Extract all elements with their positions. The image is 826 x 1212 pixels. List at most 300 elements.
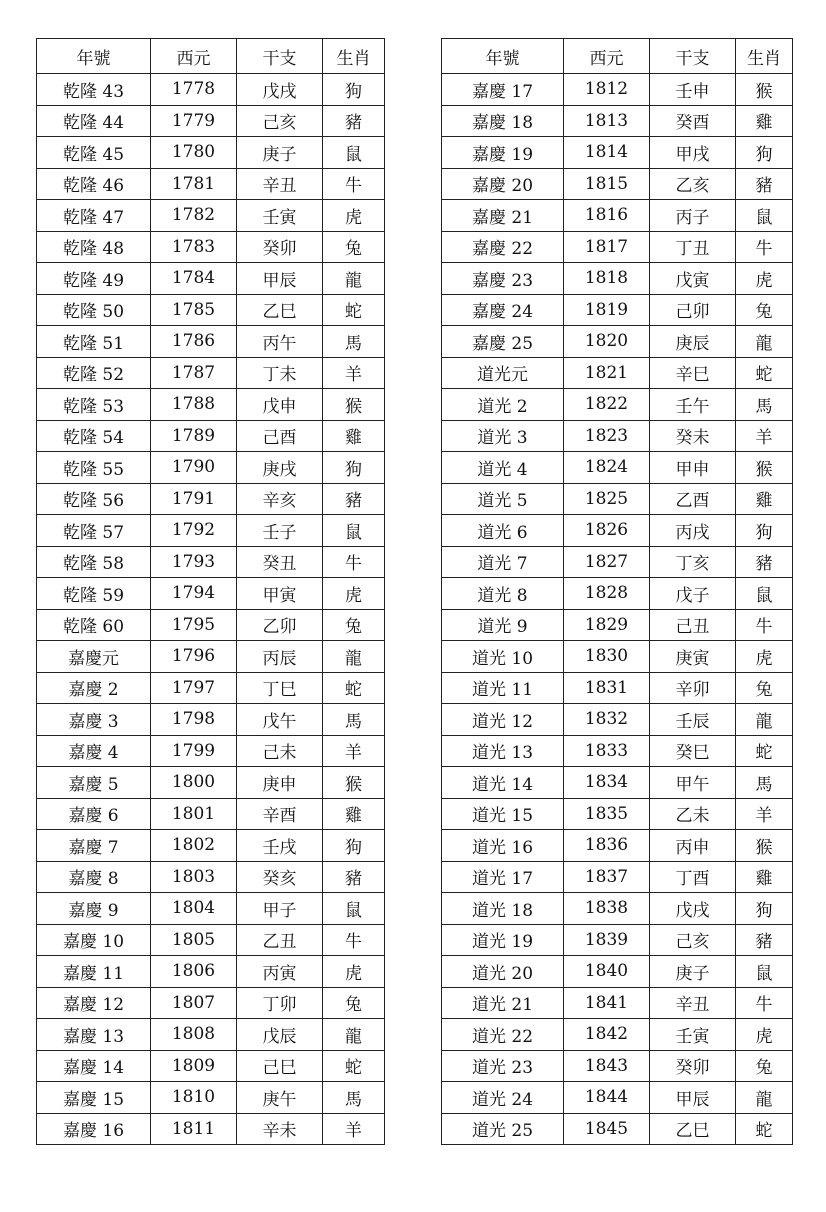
cell-ganzhi: 丙子	[650, 200, 736, 232]
cell-zodiac: 豬	[736, 924, 793, 956]
cell-era: 道光 14	[442, 767, 564, 799]
table-row	[442, 987, 793, 1019]
cell-year: 1802	[151, 830, 237, 862]
cell-ganzhi: 辛酉	[237, 798, 323, 830]
cell-zodiac: 羊	[323, 1113, 385, 1145]
cell-zodiac: 牛	[736, 231, 793, 263]
table-row	[37, 578, 385, 610]
table-row	[442, 294, 793, 326]
table-row	[442, 861, 793, 893]
cell-year: 1830	[564, 641, 650, 673]
cell-ganzhi: 乙酉	[650, 483, 736, 515]
table-row	[442, 420, 793, 452]
cell-ganzhi: 甲辰	[237, 263, 323, 295]
cell-year: 1807	[151, 987, 237, 1019]
cell-year: 1812	[564, 74, 650, 106]
table-row	[442, 74, 793, 106]
table-row	[442, 546, 793, 578]
cell-year: 1781	[151, 168, 237, 200]
cell-era: 道光 9	[442, 609, 564, 641]
table-row	[37, 1082, 385, 1114]
cell-zodiac: 龍	[323, 263, 385, 295]
table-row	[37, 767, 385, 799]
cell-ganzhi: 丙辰	[237, 641, 323, 673]
cell-era: 嘉慶 10	[37, 924, 151, 956]
cell-zodiac: 雞	[323, 798, 385, 830]
table-row	[442, 641, 793, 673]
cell-era: 乾隆 51	[37, 326, 151, 358]
cell-ganzhi: 壬戌	[237, 830, 323, 862]
cell-zodiac: 牛	[323, 924, 385, 956]
table-row	[37, 231, 385, 263]
table-row	[442, 200, 793, 232]
cell-year: 1783	[151, 231, 237, 263]
cell-era: 嘉慶 19	[442, 137, 564, 169]
table-row	[442, 735, 793, 767]
table-row	[442, 515, 793, 547]
cell-year: 1822	[564, 389, 650, 421]
cell-year: 1845	[564, 1113, 650, 1145]
cell-zodiac: 鼠	[323, 137, 385, 169]
table-row	[37, 735, 385, 767]
cell-year: 1816	[564, 200, 650, 232]
cell-era: 嘉慶 16	[37, 1113, 151, 1145]
cell-era: 乾隆 60	[37, 609, 151, 641]
table-row	[37, 641, 385, 673]
table-row	[37, 357, 385, 389]
cell-era: 乾隆 49	[37, 263, 151, 295]
cell-ganzhi: 庚寅	[650, 641, 736, 673]
cell-era: 嘉慶元	[37, 641, 151, 673]
cell-era: 道光 3	[442, 420, 564, 452]
cell-ganzhi: 甲申	[650, 452, 736, 484]
cell-year: 1788	[151, 389, 237, 421]
table-row	[37, 515, 385, 547]
cell-year: 1820	[564, 326, 650, 358]
cell-zodiac: 豬	[736, 168, 793, 200]
cell-ganzhi: 癸巳	[650, 735, 736, 767]
cell-zodiac: 猴	[736, 830, 793, 862]
cell-year: 1809	[151, 1050, 237, 1082]
table-row	[37, 956, 385, 988]
cell-zodiac: 狗	[736, 893, 793, 925]
cell-year: 1801	[151, 798, 237, 830]
cell-era: 嘉慶 15	[37, 1082, 151, 1114]
table-row	[37, 452, 385, 484]
cell-era: 乾隆 58	[37, 546, 151, 578]
header-year: 西元	[151, 39, 237, 74]
cell-zodiac: 狗	[736, 515, 793, 547]
cell-era: 嘉慶 25	[442, 326, 564, 358]
cell-ganzhi: 戊寅	[650, 263, 736, 295]
cell-era: 道光 22	[442, 1019, 564, 1051]
table-row	[442, 704, 793, 736]
cell-ganzhi: 己巳	[237, 1050, 323, 1082]
cell-era: 道光 8	[442, 578, 564, 610]
table-row	[37, 798, 385, 830]
cell-year: 1806	[151, 956, 237, 988]
cell-ganzhi: 庚子	[237, 137, 323, 169]
cell-era: 道光 5	[442, 483, 564, 515]
cell-year: 1785	[151, 294, 237, 326]
cell-year: 1791	[151, 483, 237, 515]
cell-ganzhi: 戊午	[237, 704, 323, 736]
cell-ganzhi: 壬寅	[237, 200, 323, 232]
cell-era: 乾隆 55	[37, 452, 151, 484]
cell-era: 道光 2	[442, 389, 564, 421]
cell-era: 嘉慶 17	[442, 74, 564, 106]
cell-year: 1831	[564, 672, 650, 704]
table-row	[37, 893, 385, 925]
cell-zodiac: 猴	[323, 389, 385, 421]
cell-year: 1844	[564, 1082, 650, 1114]
cell-ganzhi: 庚午	[237, 1082, 323, 1114]
cell-zodiac: 馬	[736, 767, 793, 799]
cell-ganzhi: 乙巳	[237, 294, 323, 326]
cell-year: 1817	[564, 231, 650, 263]
cell-era: 乾隆 46	[37, 168, 151, 200]
table-row	[442, 389, 793, 421]
table-row	[37, 830, 385, 862]
cell-zodiac: 豬	[323, 105, 385, 137]
cell-year: 1842	[564, 1019, 650, 1051]
cell-zodiac: 龍	[323, 1019, 385, 1051]
cell-zodiac: 虎	[736, 641, 793, 673]
cell-ganzhi: 庚申	[237, 767, 323, 799]
era-table-right	[441, 38, 793, 1145]
cell-ganzhi: 甲子	[237, 893, 323, 925]
cell-zodiac: 蛇	[736, 357, 793, 389]
cell-year: 1819	[564, 294, 650, 326]
table-row	[442, 168, 793, 200]
cell-era: 道光 20	[442, 956, 564, 988]
cell-zodiac: 牛	[323, 168, 385, 200]
cell-ganzhi: 甲午	[650, 767, 736, 799]
cell-era: 道光 7	[442, 546, 564, 578]
cell-year: 1793	[151, 546, 237, 578]
cell-ganzhi: 癸丑	[237, 546, 323, 578]
cell-zodiac: 羊	[736, 420, 793, 452]
table-row	[37, 1050, 385, 1082]
cell-zodiac: 龍	[736, 704, 793, 736]
table-body-right	[442, 74, 793, 1145]
cell-year: 1813	[564, 105, 650, 137]
cell-ganzhi: 辛亥	[237, 483, 323, 515]
cell-ganzhi: 己未	[237, 735, 323, 767]
cell-ganzhi: 丙午	[237, 326, 323, 358]
cell-zodiac: 蛇	[323, 1050, 385, 1082]
cell-era: 嘉慶 21	[442, 200, 564, 232]
cell-ganzhi: 癸卯	[237, 231, 323, 263]
table-row	[442, 326, 793, 358]
cell-era: 乾隆 47	[37, 200, 151, 232]
cell-era: 嘉慶 23	[442, 263, 564, 295]
cell-ganzhi: 癸亥	[237, 861, 323, 893]
cell-era: 乾隆 59	[37, 578, 151, 610]
table-row	[442, 231, 793, 263]
cell-zodiac: 兔	[736, 294, 793, 326]
cell-ganzhi: 丙戌	[650, 515, 736, 547]
cell-era: 道光 4	[442, 452, 564, 484]
cell-year: 1784	[151, 263, 237, 295]
cell-ganzhi: 己亥	[237, 105, 323, 137]
table-row	[37, 263, 385, 295]
cell-year: 1843	[564, 1050, 650, 1082]
cell-ganzhi: 壬寅	[650, 1019, 736, 1051]
table-row	[37, 74, 385, 106]
cell-zodiac: 猴	[736, 74, 793, 106]
cell-zodiac: 虎	[323, 578, 385, 610]
cell-year: 1841	[564, 987, 650, 1019]
cell-ganzhi: 乙丑	[237, 924, 323, 956]
cell-era: 道光 24	[442, 1082, 564, 1114]
cell-zodiac: 馬	[323, 1082, 385, 1114]
cell-year: 1823	[564, 420, 650, 452]
cell-era: 嘉慶 4	[37, 735, 151, 767]
table-row	[442, 767, 793, 799]
cell-ganzhi: 乙亥	[650, 168, 736, 200]
cell-year: 1779	[151, 105, 237, 137]
cell-year: 1814	[564, 137, 650, 169]
table-row	[37, 672, 385, 704]
cell-ganzhi: 己亥	[650, 924, 736, 956]
cell-era: 嘉慶 9	[37, 893, 151, 925]
table-row	[442, 357, 793, 389]
cell-zodiac: 雞	[323, 420, 385, 452]
cell-ganzhi: 辛未	[237, 1113, 323, 1145]
cell-year: 1838	[564, 893, 650, 925]
cell-ganzhi: 丁卯	[237, 987, 323, 1019]
cell-ganzhi: 甲寅	[237, 578, 323, 610]
cell-zodiac: 虎	[323, 200, 385, 232]
cell-era: 道光 15	[442, 798, 564, 830]
header-era: 年號	[37, 39, 151, 74]
cell-year: 1794	[151, 578, 237, 610]
cell-year: 1803	[151, 861, 237, 893]
cell-zodiac: 蛇	[323, 294, 385, 326]
cell-zodiac: 猴	[323, 767, 385, 799]
cell-zodiac: 狗	[736, 137, 793, 169]
cell-era: 乾隆 45	[37, 137, 151, 169]
cell-year: 1789	[151, 420, 237, 452]
cell-zodiac: 鼠	[736, 200, 793, 232]
table-row	[442, 105, 793, 137]
cell-era: 乾隆 56	[37, 483, 151, 515]
cell-ganzhi: 己酉	[237, 420, 323, 452]
table-row	[37, 609, 385, 641]
cell-zodiac: 兔	[323, 987, 385, 1019]
table-row	[442, 893, 793, 925]
table-row	[442, 1050, 793, 1082]
cell-era: 嘉慶 12	[37, 987, 151, 1019]
cell-era: 乾隆 50	[37, 294, 151, 326]
cell-zodiac: 豬	[736, 546, 793, 578]
cell-zodiac: 狗	[323, 74, 385, 106]
cell-zodiac: 龍	[736, 326, 793, 358]
cell-era: 嘉慶 22	[442, 231, 564, 263]
cell-year: 1786	[151, 326, 237, 358]
cell-year: 1815	[564, 168, 650, 200]
cell-year: 1840	[564, 956, 650, 988]
table-row	[37, 326, 385, 358]
header-year: 西元	[564, 39, 650, 74]
cell-era: 道光 18	[442, 893, 564, 925]
cell-era: 道光 21	[442, 987, 564, 1019]
table-row	[37, 389, 385, 421]
cell-ganzhi: 己卯	[650, 294, 736, 326]
cell-ganzhi: 乙卯	[237, 609, 323, 641]
cell-era: 道光 19	[442, 924, 564, 956]
table-row	[37, 861, 385, 893]
header-row	[442, 39, 793, 74]
cell-zodiac: 鼠	[323, 515, 385, 547]
cell-year: 1795	[151, 609, 237, 641]
cell-ganzhi: 戊戌	[650, 893, 736, 925]
cell-ganzhi: 辛卯	[650, 672, 736, 704]
cell-era: 道光 6	[442, 515, 564, 547]
cell-ganzhi: 壬申	[650, 74, 736, 106]
cell-ganzhi: 丁酉	[650, 861, 736, 893]
cell-zodiac: 虎	[736, 263, 793, 295]
table-row	[442, 1113, 793, 1145]
table-row	[37, 483, 385, 515]
cell-zodiac: 羊	[323, 357, 385, 389]
table-row	[37, 704, 385, 736]
cell-zodiac: 馬	[323, 326, 385, 358]
cell-year: 1821	[564, 357, 650, 389]
cell-year: 1825	[564, 483, 650, 515]
cell-year: 1828	[564, 578, 650, 610]
cell-ganzhi: 癸酉	[650, 105, 736, 137]
cell-era: 乾隆 54	[37, 420, 151, 452]
cell-ganzhi: 丁巳	[237, 672, 323, 704]
cell-era: 嘉慶 18	[442, 105, 564, 137]
cell-zodiac: 豬	[323, 861, 385, 893]
cell-era: 嘉慶 13	[37, 1019, 151, 1051]
cell-year: 1804	[151, 893, 237, 925]
cell-era: 乾隆 53	[37, 389, 151, 421]
cell-year: 1839	[564, 924, 650, 956]
cell-year: 1797	[151, 672, 237, 704]
cell-ganzhi: 壬辰	[650, 704, 736, 736]
cell-ganzhi: 丁未	[237, 357, 323, 389]
cell-year: 1778	[151, 74, 237, 106]
cell-ganzhi: 庚戌	[237, 452, 323, 484]
cell-era: 道光 13	[442, 735, 564, 767]
cell-zodiac: 虎	[736, 1019, 793, 1051]
cell-era: 嘉慶 2	[37, 672, 151, 704]
cell-zodiac: 雞	[736, 105, 793, 137]
cell-ganzhi: 甲辰	[650, 1082, 736, 1114]
cell-era: 道光 10	[442, 641, 564, 673]
cell-ganzhi: 丙寅	[237, 956, 323, 988]
cell-zodiac: 鼠	[323, 893, 385, 925]
table-row	[442, 830, 793, 862]
cell-era: 道光元	[442, 357, 564, 389]
cell-ganzhi: 辛巳	[650, 357, 736, 389]
cell-era: 嘉慶 8	[37, 861, 151, 893]
cell-year: 1805	[151, 924, 237, 956]
cell-zodiac: 狗	[323, 452, 385, 484]
table-row	[37, 105, 385, 137]
cell-ganzhi: 己丑	[650, 609, 736, 641]
cell-ganzhi: 戊辰	[237, 1019, 323, 1051]
table-row	[442, 263, 793, 295]
cell-era: 乾隆 57	[37, 515, 151, 547]
cell-zodiac: 馬	[323, 704, 385, 736]
table-row	[37, 987, 385, 1019]
cell-zodiac: 馬	[736, 389, 793, 421]
table-row	[442, 452, 793, 484]
header-ganzhi: 干支	[237, 39, 323, 74]
cell-year: 1829	[564, 609, 650, 641]
cell-zodiac: 虎	[323, 956, 385, 988]
cell-ganzhi: 丁亥	[650, 546, 736, 578]
cell-zodiac: 龍	[323, 641, 385, 673]
cell-era: 嘉慶 5	[37, 767, 151, 799]
cell-era: 乾隆 52	[37, 357, 151, 389]
cell-year: 1832	[564, 704, 650, 736]
cell-zodiac: 豬	[323, 483, 385, 515]
table-row	[442, 578, 793, 610]
table-body-left	[37, 74, 385, 1145]
cell-era: 乾隆 44	[37, 105, 151, 137]
cell-era: 道光 17	[442, 861, 564, 893]
table-row	[37, 200, 385, 232]
cell-zodiac: 牛	[736, 987, 793, 1019]
header-ganzhi: 干支	[650, 39, 736, 74]
cell-zodiac: 牛	[323, 546, 385, 578]
cell-zodiac: 蛇	[736, 735, 793, 767]
cell-ganzhi: 戊子	[650, 578, 736, 610]
cell-era: 道光 25	[442, 1113, 564, 1145]
cell-zodiac: 雞	[736, 483, 793, 515]
cell-year: 1800	[151, 767, 237, 799]
cell-year: 1833	[564, 735, 650, 767]
cell-ganzhi: 辛丑	[650, 987, 736, 1019]
cell-era: 乾隆 43	[37, 74, 151, 106]
cell-year: 1827	[564, 546, 650, 578]
cell-year: 1780	[151, 137, 237, 169]
cell-ganzhi: 庚子	[650, 956, 736, 988]
cell-ganzhi: 癸卯	[650, 1050, 736, 1082]
table-row	[442, 672, 793, 704]
cell-year: 1836	[564, 830, 650, 862]
cell-ganzhi: 甲戌	[650, 137, 736, 169]
table-row	[442, 609, 793, 641]
cell-zodiac: 牛	[736, 609, 793, 641]
cell-ganzhi: 癸未	[650, 420, 736, 452]
table-row	[37, 1019, 385, 1051]
cell-ganzhi: 辛丑	[237, 168, 323, 200]
cell-era: 嘉慶 20	[442, 168, 564, 200]
table-row	[442, 137, 793, 169]
cell-ganzhi: 丁丑	[650, 231, 736, 263]
cell-era: 嘉慶 7	[37, 830, 151, 862]
cell-era: 道光 11	[442, 672, 564, 704]
cell-era: 乾隆 48	[37, 231, 151, 263]
cell-year: 1787	[151, 357, 237, 389]
cell-zodiac: 猴	[736, 452, 793, 484]
cell-zodiac: 鼠	[736, 956, 793, 988]
table-row	[37, 168, 385, 200]
cell-zodiac: 蛇	[736, 1113, 793, 1145]
era-table-left	[36, 38, 385, 1145]
cell-zodiac: 蛇	[323, 672, 385, 704]
table-row	[37, 420, 385, 452]
table-row	[37, 294, 385, 326]
cell-ganzhi: 壬子	[237, 515, 323, 547]
